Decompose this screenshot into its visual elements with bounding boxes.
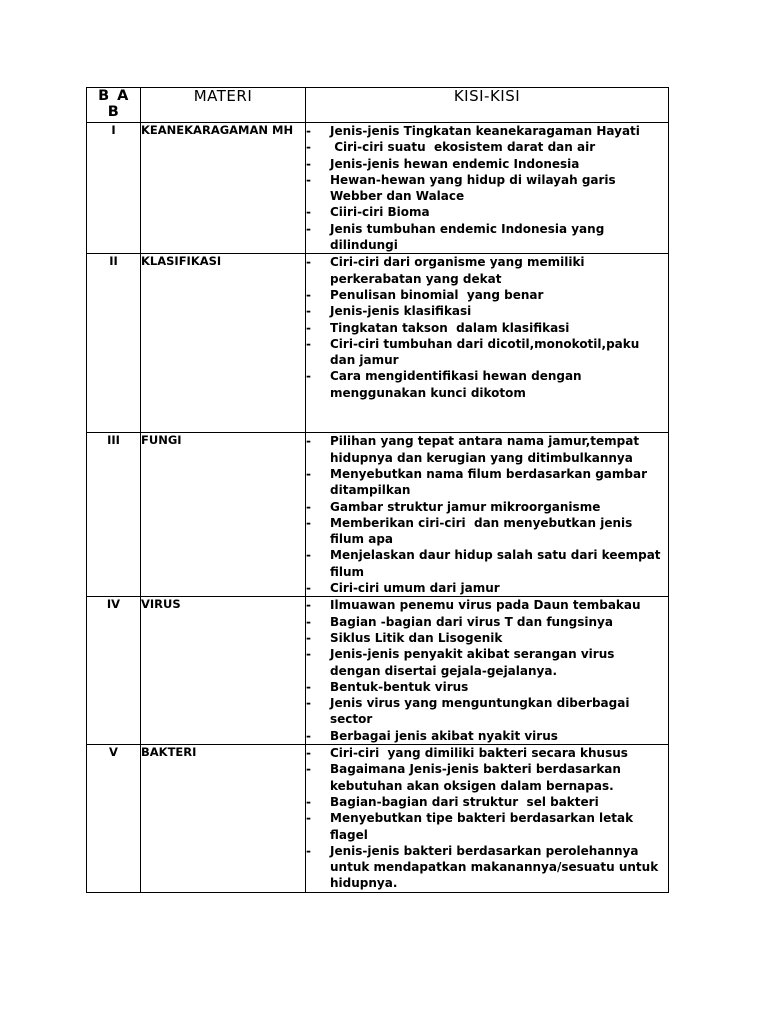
bullet-dash: - [306,630,311,645]
kisi-cell [306,745,669,893]
bullet-dash: - [306,581,311,596]
list-item [306,123,668,139]
kisi-cell [306,597,669,745]
list-item [306,794,668,810]
list-item [306,515,668,548]
kisi-list [306,254,668,401]
list-item-text: Bagaimana Jenis-jenis bakteri berdasarkan kebutuhan akan oksigen dalam bernapas. [330,762,626,793]
bullet-dash: - [306,172,311,187]
materi-cell: KLASIFIKASI [141,254,306,433]
list-item [306,810,668,843]
list-item [306,843,668,892]
list-item-text: Penulisan binomial yang benar [330,287,544,302]
kisi-cell [306,123,669,254]
list-item-text: Tingkatan takson dalam klasifikasi [330,320,570,335]
bullet-dash: - [306,794,311,809]
bullet-dash: - [306,811,311,826]
list-item-text: Cara mengidentifikasi hewan dengan menggunakan kunci dikotom [330,369,586,400]
list-item-text: Ciiri-ciri Bioma [330,205,430,220]
list-item [306,204,668,220]
bab-cell: III [87,433,141,597]
list-item [306,499,668,515]
list-item [306,287,668,303]
bullet-dash: - [306,124,311,138]
bab-header [87,88,141,123]
list-item-text: Ciri-ciri umum dari jamur [330,581,500,596]
bullet-dash: - [306,140,311,155]
bullet-dash: - [306,499,311,514]
list-item [306,303,668,319]
list-item [306,368,668,401]
bab-header-line1: B A [98,88,129,104]
list-item-text: Menjelaskan daur hidup salah satu dari keempat filum [330,548,665,579]
kisi-list [306,433,668,596]
list-item [306,745,668,761]
table-header-row [87,88,669,123]
kisi-list [306,745,668,892]
materi-cell: BAKTERI [141,745,306,893]
bullet-dash: - [306,434,311,449]
list-item [306,597,668,613]
bullet-dash: - [306,255,311,270]
kisi-cell [306,433,669,597]
list-item [306,630,668,646]
bullet-dash: - [306,205,311,220]
list-item-text: Pilihan yang tepat antara nama jamur,tempat hidupnya dan kerugian yang ditimbulkannya [330,434,644,465]
bab-cell: II [87,254,141,433]
list-item-text: Jenis-jenis klasifikasi [330,304,472,319]
bullet-dash: - [306,466,311,481]
list-item-text: Gambar struktur jamur mikroorganisme [330,499,601,514]
list-item-text: Ciri-ciri dari organisme yang memiliki perkerabatan yang dekat [330,255,589,286]
kisi-cell [306,254,669,433]
list-item [306,614,668,630]
list-item-text: Ciri-ciri tumbuhan dari dicotil,monokotil,paku dan jamur [330,336,644,368]
bullet-dash: - [306,728,311,743]
bullet-dash: - [306,336,311,351]
kisi-header [306,88,669,123]
kisi-list [306,123,668,253]
list-item [306,728,668,744]
list-item-text: Menyebutkan tipe bakteri berdasarkan letak flagel [330,811,638,842]
list-item-text: Bagian -bagian dari virus T dan fungsinya [330,614,613,629]
list-item-text: Siklus Litik dan Lisogenik [330,630,503,645]
bullet-dash: - [306,746,311,761]
bullet-dash: - [306,647,311,662]
list-item [306,172,668,205]
list-item-text: Hewan-hewan yang hidup di wilayah garis Webber dan Walace [330,172,620,204]
list-item-text: Ilmuawan penemu virus pada Daun tembakau [330,598,641,613]
list-item [306,466,668,499]
list-item [306,221,668,254]
list-item [306,433,668,466]
materi-cell: FUNGI [141,433,306,597]
bullet-dash: - [306,548,311,563]
table-row [87,433,669,597]
list-item [306,320,668,336]
list-item [306,336,668,369]
list-item [306,695,668,728]
bullet-dash: - [306,598,311,613]
bab-cell: I [87,123,141,254]
materi-header [141,88,306,123]
bullet-dash: - [306,221,311,236]
bullet-dash: - [306,156,311,171]
list-item [306,761,668,794]
bullet-dash: - [306,762,311,777]
kisi-header-label: KISI-KISI [453,87,521,105]
bullet-dash: - [306,369,311,384]
list-item-text: Jenis tumbuhan endemic Indonesia yang dilindungi [330,221,609,253]
materi-header-label: MATERI [193,87,253,105]
list-item [306,254,668,287]
list-item-text: Bentuk-bentuk virus [330,679,469,694]
list-item [306,580,668,596]
list-item [306,679,668,695]
list-item-text: Berbagai jenis akibat nyakit virus [330,728,558,743]
list-item-text: Jenis-jenis Tingkatan keanekaragaman Hayati [330,124,640,138]
list-item-text: Ciri-ciri yang dimiliki bakteri secara khusus [330,746,628,761]
list-item [306,156,668,172]
bullet-dash: - [306,679,311,694]
kisi-kisi-table [86,87,669,893]
bullet-dash: - [306,320,311,335]
list-item-text: Ciri-ciri suatu ekosistem darat dan air [330,140,596,155]
bullet-dash: - [306,696,311,711]
kisi-list [306,597,668,744]
bullet-dash: - [306,287,311,302]
list-item-text: Bagian-bagian dari struktur sel bakteri [330,794,599,809]
table-row [87,597,669,745]
bab-cell: V [87,745,141,893]
table-row [87,254,669,433]
list-item-text: Jenis-jenis hewan endemic Indonesia [330,156,580,171]
list-item [306,547,668,580]
list-item-text: Jenis-jenis penyakit akibat serangan virus dengan disertai gejala-gejalanya. [330,647,619,678]
list-item-text: Menyebutkan nama filum berdasarkan gambar ditampilkan [330,466,652,498]
bullet-dash: - [306,515,311,530]
bullet-dash: - [306,614,311,629]
materi-cell: KEANEKARAGAMAN MH [141,123,306,254]
list-item-text: Jenis virus yang menguntungkan diberbagai sector [330,696,634,727]
bullet-dash: - [306,304,311,319]
table-row [87,745,669,893]
list-item-text: Jenis-jenis bakteri berdasarkan perolehannya untuk mendapatkan makanannya/sesuatu untuk hidupnya. [330,843,663,891]
bab-cell: IV [87,597,141,745]
materi-cell: VIRUS [141,597,306,745]
list-item [306,139,668,155]
bab-header-line2: B [107,104,120,120]
table-row [87,123,669,254]
list-item-text: Memberikan ciri-ciri dan menyebutkan jenis filum apa [330,515,637,547]
bullet-dash: - [306,843,311,858]
list-item [306,646,668,679]
